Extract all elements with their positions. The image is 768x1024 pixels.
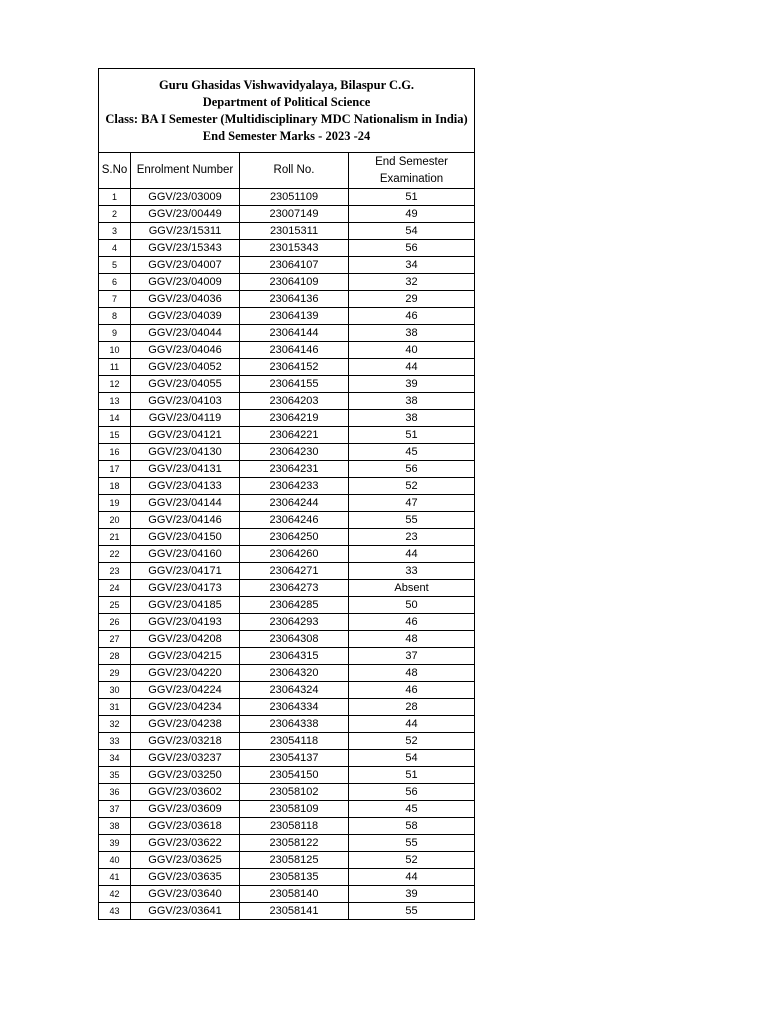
sno-cell: 36 bbox=[99, 784, 131, 801]
sno-cell: 5 bbox=[99, 257, 131, 274]
marks-table bbox=[98, 68, 475, 920]
roll-cell: 23064144 bbox=[240, 325, 349, 342]
sno-cell: 8 bbox=[99, 308, 131, 325]
table-row bbox=[99, 665, 475, 682]
sno-cell: 43 bbox=[99, 903, 131, 920]
enrolment-cell: GGV/23/04173 bbox=[131, 580, 240, 597]
sno-cell: 9 bbox=[99, 325, 131, 342]
sno-cell: 18 bbox=[99, 478, 131, 495]
sno-cell: 25 bbox=[99, 597, 131, 614]
roll-cell: 23064273 bbox=[240, 580, 349, 597]
roll-cell: 23007149 bbox=[240, 206, 349, 223]
sno-cell: 7 bbox=[99, 291, 131, 308]
marks-cell: 38 bbox=[349, 393, 475, 410]
enrolment-cell: GGV/23/03640 bbox=[131, 886, 240, 903]
enrolment-cell: GGV/23/04039 bbox=[131, 308, 240, 325]
enrolment-cell: GGV/23/04238 bbox=[131, 716, 240, 733]
table-row bbox=[99, 818, 475, 835]
enrolment-cell: GGV/23/04131 bbox=[131, 461, 240, 478]
marks-cell: 23 bbox=[349, 529, 475, 546]
marks-cell: 48 bbox=[349, 631, 475, 648]
roll-cell: 23015343 bbox=[240, 240, 349, 257]
sno-cell: 17 bbox=[99, 461, 131, 478]
marks-cell: 32 bbox=[349, 274, 475, 291]
marks-cell: 55 bbox=[349, 903, 475, 920]
sno-cell: 28 bbox=[99, 648, 131, 665]
enrolment-cell: GGV/23/03635 bbox=[131, 869, 240, 886]
marks-cell: 49 bbox=[349, 206, 475, 223]
marks-cell: 46 bbox=[349, 308, 475, 325]
enrolment-cell: GGV/23/04119 bbox=[131, 410, 240, 427]
marks-cell: 33 bbox=[349, 563, 475, 580]
marks-cell: 52 bbox=[349, 852, 475, 869]
marks-cell: 34 bbox=[349, 257, 475, 274]
roll-cell: 23064146 bbox=[240, 342, 349, 359]
table-row bbox=[99, 240, 475, 257]
marks-cell: 51 bbox=[349, 427, 475, 444]
table-row bbox=[99, 835, 475, 852]
enrolment-cell: GGV/23/04044 bbox=[131, 325, 240, 342]
enrolment-cell: GGV/23/04052 bbox=[131, 359, 240, 376]
marks-cell: 56 bbox=[349, 784, 475, 801]
enrolment-cell: GGV/23/04121 bbox=[131, 427, 240, 444]
enrolment-cell: GGV/23/03641 bbox=[131, 903, 240, 920]
roll-cell: 23064324 bbox=[240, 682, 349, 699]
marks-cell: 56 bbox=[349, 240, 475, 257]
sno-cell: 39 bbox=[99, 835, 131, 852]
enrolment-cell: GGV/23/04208 bbox=[131, 631, 240, 648]
enrolment-cell: GGV/23/04103 bbox=[131, 393, 240, 410]
table-row bbox=[99, 274, 475, 291]
sno-cell: 4 bbox=[99, 240, 131, 257]
enrolment-cell: GGV/23/04144 bbox=[131, 495, 240, 512]
roll-cell: 23051109 bbox=[240, 189, 349, 206]
enrolment-cell: GGV/23/03609 bbox=[131, 801, 240, 818]
marks-cell: 52 bbox=[349, 733, 475, 750]
roll-cell: 23058118 bbox=[240, 818, 349, 835]
enrolment-cell: GGV/23/04234 bbox=[131, 699, 240, 716]
sno-cell: 40 bbox=[99, 852, 131, 869]
sno-cell: 12 bbox=[99, 376, 131, 393]
table-row bbox=[99, 580, 475, 597]
sno-cell: 11 bbox=[99, 359, 131, 376]
column-header-sno: S.No bbox=[99, 153, 131, 189]
marks-cell: 50 bbox=[349, 597, 475, 614]
table-body bbox=[99, 189, 475, 920]
sno-cell: 30 bbox=[99, 682, 131, 699]
table-row bbox=[99, 529, 475, 546]
enrolment-cell: GGV/23/04146 bbox=[131, 512, 240, 529]
table-row bbox=[99, 427, 475, 444]
roll-cell: 23015311 bbox=[240, 223, 349, 240]
table-row bbox=[99, 223, 475, 240]
column-header-roll: Roll No. bbox=[240, 153, 349, 189]
table-row bbox=[99, 682, 475, 699]
table-row bbox=[99, 563, 475, 580]
roll-cell: 23058140 bbox=[240, 886, 349, 903]
marks-cell: 48 bbox=[349, 665, 475, 682]
marks-cell: 40 bbox=[349, 342, 475, 359]
sno-cell: 37 bbox=[99, 801, 131, 818]
title-row bbox=[99, 69, 475, 153]
enrolment-cell: GGV/23/04055 bbox=[131, 376, 240, 393]
marks-cell: 55 bbox=[349, 835, 475, 852]
roll-cell: 23058102 bbox=[240, 784, 349, 801]
sno-cell: 20 bbox=[99, 512, 131, 529]
marks-cell: 51 bbox=[349, 767, 475, 784]
roll-cell: 23064203 bbox=[240, 393, 349, 410]
sno-cell: 32 bbox=[99, 716, 131, 733]
roll-cell: 23064320 bbox=[240, 665, 349, 682]
marks-cell: 47 bbox=[349, 495, 475, 512]
enrolment-cell: GGV/23/03250 bbox=[131, 767, 240, 784]
class-line: Class: BA I Semester (Multidisciplinary MDC Nationalism in India) bbox=[105, 111, 468, 126]
sno-cell: 2 bbox=[99, 206, 131, 223]
enrolment-cell: GGV/23/04185 bbox=[131, 597, 240, 614]
sno-cell: 6 bbox=[99, 274, 131, 291]
column-header-row bbox=[99, 153, 475, 189]
enrolment-cell: GGV/23/04193 bbox=[131, 614, 240, 631]
enrolment-cell: GGV/23/04150 bbox=[131, 529, 240, 546]
sno-cell: 42 bbox=[99, 886, 131, 903]
roll-cell: 23054150 bbox=[240, 767, 349, 784]
document-header bbox=[99, 69, 475, 153]
sno-cell: 34 bbox=[99, 750, 131, 767]
table-row bbox=[99, 308, 475, 325]
roll-cell: 23064250 bbox=[240, 529, 349, 546]
sno-cell: 33 bbox=[99, 733, 131, 750]
sno-cell: 21 bbox=[99, 529, 131, 546]
roll-cell: 23058109 bbox=[240, 801, 349, 818]
table-row bbox=[99, 597, 475, 614]
sno-cell: 24 bbox=[99, 580, 131, 597]
marks-cell: 46 bbox=[349, 682, 475, 699]
column-header-enrolment: Enrolment Number bbox=[131, 153, 240, 189]
roll-cell: 23064230 bbox=[240, 444, 349, 461]
enrolment-cell: GGV/23/03009 bbox=[131, 189, 240, 206]
table-row bbox=[99, 478, 475, 495]
university-name: Guru Ghasidas Vishwavidyalaya, Bilaspur C.G. bbox=[158, 77, 415, 92]
roll-cell: 23064244 bbox=[240, 495, 349, 512]
table-row bbox=[99, 291, 475, 308]
marks-cell: 45 bbox=[349, 444, 475, 461]
enrolment-cell: GGV/23/04224 bbox=[131, 682, 240, 699]
enrolment-cell: GGV/23/15311 bbox=[131, 223, 240, 240]
enrolment-cell: GGV/23/03622 bbox=[131, 835, 240, 852]
sno-cell: 29 bbox=[99, 665, 131, 682]
marks-cell: 54 bbox=[349, 223, 475, 240]
roll-cell: 23058135 bbox=[240, 869, 349, 886]
marks-cell: 28 bbox=[349, 699, 475, 716]
enrolment-cell: GGV/23/03625 bbox=[131, 852, 240, 869]
roll-cell: 23064221 bbox=[240, 427, 349, 444]
marks-cell: 39 bbox=[349, 376, 475, 393]
table-row bbox=[99, 444, 475, 461]
marks-cell: 29 bbox=[349, 291, 475, 308]
marks-cell: 38 bbox=[349, 410, 475, 427]
roll-cell: 23064107 bbox=[240, 257, 349, 274]
sno-cell: 35 bbox=[99, 767, 131, 784]
table-row bbox=[99, 903, 475, 920]
table-row bbox=[99, 376, 475, 393]
marks-cell: Absent bbox=[349, 580, 475, 597]
table-row bbox=[99, 852, 475, 869]
enrolment-cell: GGV/23/15343 bbox=[131, 240, 240, 257]
marks-cell: 56 bbox=[349, 461, 475, 478]
table-row bbox=[99, 410, 475, 427]
roll-cell: 23064231 bbox=[240, 461, 349, 478]
sno-cell: 22 bbox=[99, 546, 131, 563]
roll-cell: 23058125 bbox=[240, 852, 349, 869]
marks-cell: 44 bbox=[349, 359, 475, 376]
roll-cell: 23064109 bbox=[240, 274, 349, 291]
enrolment-cell: GGV/23/04160 bbox=[131, 546, 240, 563]
roll-cell: 23064315 bbox=[240, 648, 349, 665]
table-row bbox=[99, 546, 475, 563]
table-row bbox=[99, 784, 475, 801]
roll-cell: 23064136 bbox=[240, 291, 349, 308]
department-name: Department of Political Science bbox=[202, 94, 371, 109]
marks-cell: 44 bbox=[349, 716, 475, 733]
roll-cell: 23064152 bbox=[240, 359, 349, 376]
table-row bbox=[99, 733, 475, 750]
enrolment-cell: GGV/23/00449 bbox=[131, 206, 240, 223]
roll-cell: 23054118 bbox=[240, 733, 349, 750]
table-row bbox=[99, 648, 475, 665]
enrolment-cell: GGV/23/04009 bbox=[131, 274, 240, 291]
table-row bbox=[99, 461, 475, 478]
sno-cell: 41 bbox=[99, 869, 131, 886]
enrolment-cell: GGV/23/04133 bbox=[131, 478, 240, 495]
roll-cell: 23064219 bbox=[240, 410, 349, 427]
sno-cell: 10 bbox=[99, 342, 131, 359]
roll-cell: 23064155 bbox=[240, 376, 349, 393]
roll-cell: 23064139 bbox=[240, 308, 349, 325]
enrolment-cell: GGV/23/03618 bbox=[131, 818, 240, 835]
marks-cell: 52 bbox=[349, 478, 475, 495]
enrolment-cell: GGV/23/04036 bbox=[131, 291, 240, 308]
table-row bbox=[99, 750, 475, 767]
table-row bbox=[99, 342, 475, 359]
table-row bbox=[99, 716, 475, 733]
enrolment-cell: GGV/23/04220 bbox=[131, 665, 240, 682]
table-row bbox=[99, 206, 475, 223]
exam-line: End Semester Marks - 2023 -24 bbox=[202, 128, 371, 143]
marks-cell: 45 bbox=[349, 801, 475, 818]
table-row bbox=[99, 801, 475, 818]
roll-cell: 23064233 bbox=[240, 478, 349, 495]
enrolment-cell: GGV/23/04130 bbox=[131, 444, 240, 461]
roll-cell: 23054137 bbox=[240, 750, 349, 767]
roll-cell: 23064271 bbox=[240, 563, 349, 580]
sno-cell: 15 bbox=[99, 427, 131, 444]
marks-cell: 44 bbox=[349, 546, 475, 563]
enrolment-cell: GGV/23/04046 bbox=[131, 342, 240, 359]
marks-cell: 37 bbox=[349, 648, 475, 665]
table-row bbox=[99, 257, 475, 274]
marks-cell: 58 bbox=[349, 818, 475, 835]
enrolment-cell: GGV/23/03218 bbox=[131, 733, 240, 750]
sno-cell: 3 bbox=[99, 223, 131, 240]
table-row bbox=[99, 614, 475, 631]
sno-cell: 23 bbox=[99, 563, 131, 580]
sno-cell: 38 bbox=[99, 818, 131, 835]
enrolment-cell: GGV/23/03237 bbox=[131, 750, 240, 767]
table-row bbox=[99, 495, 475, 512]
roll-cell: 23058122 bbox=[240, 835, 349, 852]
roll-cell: 23058141 bbox=[240, 903, 349, 920]
roll-cell: 23064338 bbox=[240, 716, 349, 733]
marks-cell: 46 bbox=[349, 614, 475, 631]
column-header-marks: End Semester Examination bbox=[349, 153, 475, 189]
roll-cell: 23064334 bbox=[240, 699, 349, 716]
sno-cell: 19 bbox=[99, 495, 131, 512]
enrolment-cell: GGV/23/04171 bbox=[131, 563, 240, 580]
table-row bbox=[99, 699, 475, 716]
table-row bbox=[99, 359, 475, 376]
marks-cell: 38 bbox=[349, 325, 475, 342]
table-row bbox=[99, 631, 475, 648]
sno-cell: 14 bbox=[99, 410, 131, 427]
marks-cell: 54 bbox=[349, 750, 475, 767]
table-row bbox=[99, 886, 475, 903]
marks-cell: 39 bbox=[349, 886, 475, 903]
sno-cell: 13 bbox=[99, 393, 131, 410]
sno-cell: 1 bbox=[99, 189, 131, 206]
table-row bbox=[99, 393, 475, 410]
table-row bbox=[99, 767, 475, 784]
table-row bbox=[99, 325, 475, 342]
roll-cell: 23064308 bbox=[240, 631, 349, 648]
roll-cell: 23064285 bbox=[240, 597, 349, 614]
sno-cell: 16 bbox=[99, 444, 131, 461]
marks-cell: 44 bbox=[349, 869, 475, 886]
roll-cell: 23064246 bbox=[240, 512, 349, 529]
enrolment-cell: GGV/23/04007 bbox=[131, 257, 240, 274]
table-row bbox=[99, 869, 475, 886]
marks-cell: 51 bbox=[349, 189, 475, 206]
roll-cell: 23064260 bbox=[240, 546, 349, 563]
sno-cell: 27 bbox=[99, 631, 131, 648]
roll-cell: 23064293 bbox=[240, 614, 349, 631]
enrolment-cell: GGV/23/04215 bbox=[131, 648, 240, 665]
sno-cell: 26 bbox=[99, 614, 131, 631]
table-row bbox=[99, 512, 475, 529]
enrolment-cell: GGV/23/03602 bbox=[131, 784, 240, 801]
sno-cell: 31 bbox=[99, 699, 131, 716]
marks-cell: 55 bbox=[349, 512, 475, 529]
table-row bbox=[99, 189, 475, 206]
